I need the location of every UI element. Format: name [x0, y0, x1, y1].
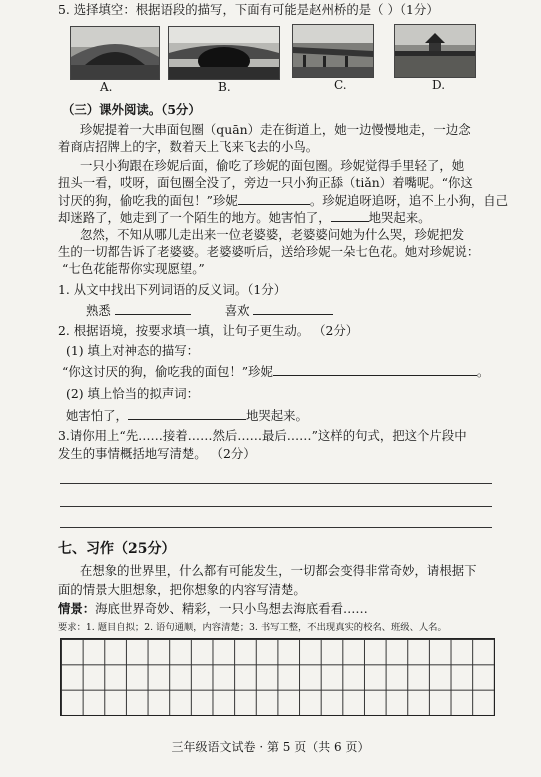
reading-line: 讨厌的狗，偷吃我的面包！”珍妮 。珍妮追呀追呀，追不上小狗，自己	[58, 193, 509, 208]
blank-onomatopoeia[interactable]	[331, 209, 369, 222]
reading-line: 一只小狗跟在珍妮后面，偷吃了珍妮的面包圈。珍妮觉得手里轻了，她	[80, 158, 465, 173]
option-b-label: B.	[218, 80, 231, 94]
blank-expression[interactable]	[238, 192, 310, 205]
answer-line[interactable]	[60, 506, 492, 507]
reading-line: 珍妮提着一大串面包圈（quān）走在街道上，她一边慢慢地走，一边念	[80, 122, 471, 137]
reading-title: （三）课外阅读。（5分）	[62, 102, 201, 117]
option-d-label: D.	[432, 78, 446, 92]
reading-line: 着商店招牌上的字，数着天上飞来飞去的小鸟。	[58, 139, 319, 154]
q5-prompt: 5. 选择填空：根据语段的描写，下面有可能是赵州桥的是（ ）（1分）	[58, 2, 439, 17]
answer-line[interactable]	[60, 483, 492, 484]
question-2-part-2: (2) 填上恰当的拟声词：	[66, 386, 200, 401]
writing-prompt: 在想象的世界里，什么都有可能发生，一切都会变得非常奇妙，请根据下	[80, 563, 477, 578]
writing-scene: 情景：海底世界奇妙、精彩，一只小鸟想去海底看看……	[58, 601, 368, 616]
writing-prompt: 面的情景大胆想象，把你想象的内容写清楚。	[58, 582, 306, 597]
reading-line: 生的一切都告诉了老婆婆。老婆婆听后，送给珍妮一朵七色花。她对珍妮说：	[58, 244, 480, 259]
option-c-label: C.	[334, 78, 347, 92]
bridge-photo-c	[292, 24, 374, 78]
question-1: 1. 从文中找出下列词语的反义词。（1分）	[58, 282, 287, 297]
antonym-blank-1[interactable]	[115, 302, 191, 315]
question-2-line-2: 她害怕了， 地哭起来。	[66, 408, 308, 423]
composition-grid[interactable]	[60, 638, 495, 716]
expression-answer-blank[interactable]	[273, 363, 477, 376]
page-footer: 三年级语文试卷 · 第 5 页（共 6 页）	[171, 740, 370, 754]
question-3-line-1: 3.请你用上“先……接着……然后……最后……”这样的句式，把这个片段中	[58, 428, 467, 443]
reading-line: “七色花能帮你实现愿望。”	[62, 261, 205, 276]
question-2-part-1: (1) 填上对神态的描写：	[66, 343, 200, 358]
reading-line: 却迷路了，她走到了一个陌生的地方。她害怕了， 地哭起来。	[58, 210, 431, 225]
writing-requirements: 要求：1. 题目自拟；2. 语句通顺，内容清楚；3. 书写工整，不出现真实的校名、班级、人名。	[58, 622, 447, 633]
question-3-line-2: 发生的事情概括地写清楚。 （2分）	[58, 446, 256, 461]
question-2-line-1: “你这讨厌的狗，偷吃我的面包！”珍妮 。	[62, 364, 490, 379]
antonym-row: 熟悉 喜欢	[86, 302, 333, 319]
bridge-photo-b	[168, 26, 280, 80]
bridge-photo-d	[394, 24, 476, 78]
bridge-photo-a	[70, 26, 160, 80]
answer-line[interactable]	[60, 527, 492, 528]
onomatopoeia-answer-blank[interactable]	[128, 407, 246, 420]
question-2: 2. 根据语境，按要求填一填，让句子更生动。 （2分）	[58, 323, 359, 338]
writing-title: 七、习作（25分）	[58, 541, 176, 557]
reading-line: 忽然，不知从哪儿走出来一位老婆婆，老婆婆问她为什么哭，珍妮把发	[80, 227, 465, 242]
option-a-label: A.	[100, 80, 113, 94]
reading-line: 扭头一看，哎呀，面包圈全没了，旁边一只小狗正舔（tiǎn）着嘴呢。“你这	[58, 175, 473, 190]
antonym-blank-2[interactable]	[253, 302, 333, 315]
